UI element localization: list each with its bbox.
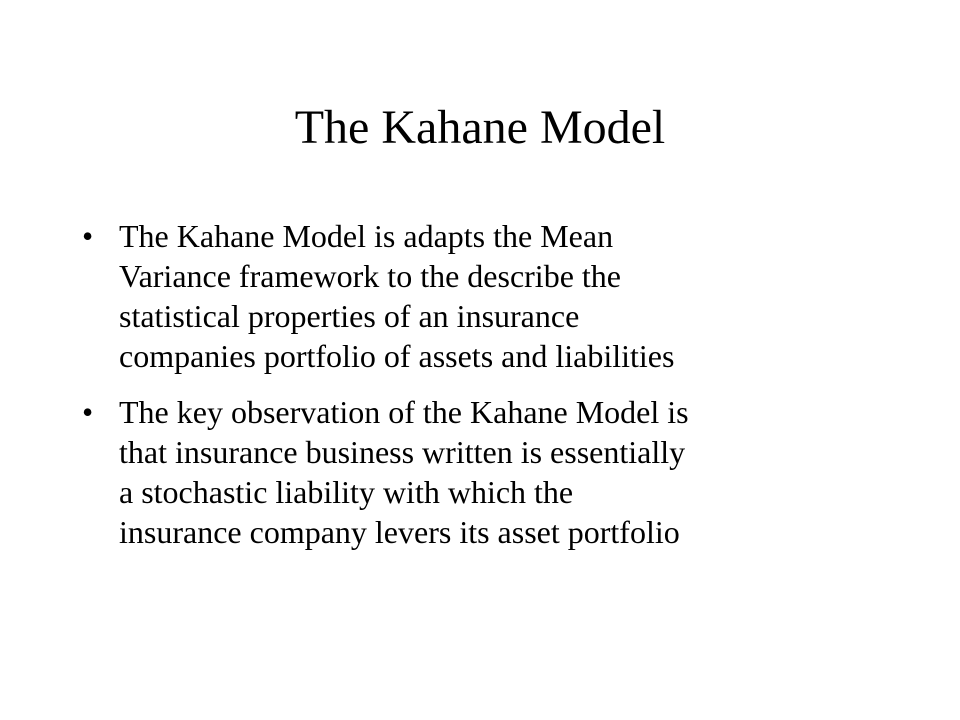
- bullet-line: companies portfolio of assets and liabilities: [119, 338, 675, 374]
- bullet-line: insurance company levers its asset portfolio: [119, 514, 680, 550]
- bullet-line: that insurance business written is essentially: [119, 434, 686, 470]
- bullet-icon: •: [82, 218, 94, 254]
- bullet-item-key-observation: [82, 392, 902, 552]
- bullet-line: The Kahane Model is adapts the Mean: [119, 218, 614, 254]
- bullet-line: The key observation of the Kahane Model is: [119, 394, 689, 430]
- bullet-line: Variance framework to the describe the: [119, 258, 621, 294]
- bullet-item-model-description: [82, 216, 902, 376]
- bullet-list: [82, 216, 902, 568]
- bullet-icon: •: [82, 394, 94, 430]
- bullet-line: statistical properties of an insurance: [119, 298, 580, 334]
- slide-title: The Kahane Model: [294, 101, 666, 154]
- bullet-line: a stochastic liability with which the: [119, 474, 574, 510]
